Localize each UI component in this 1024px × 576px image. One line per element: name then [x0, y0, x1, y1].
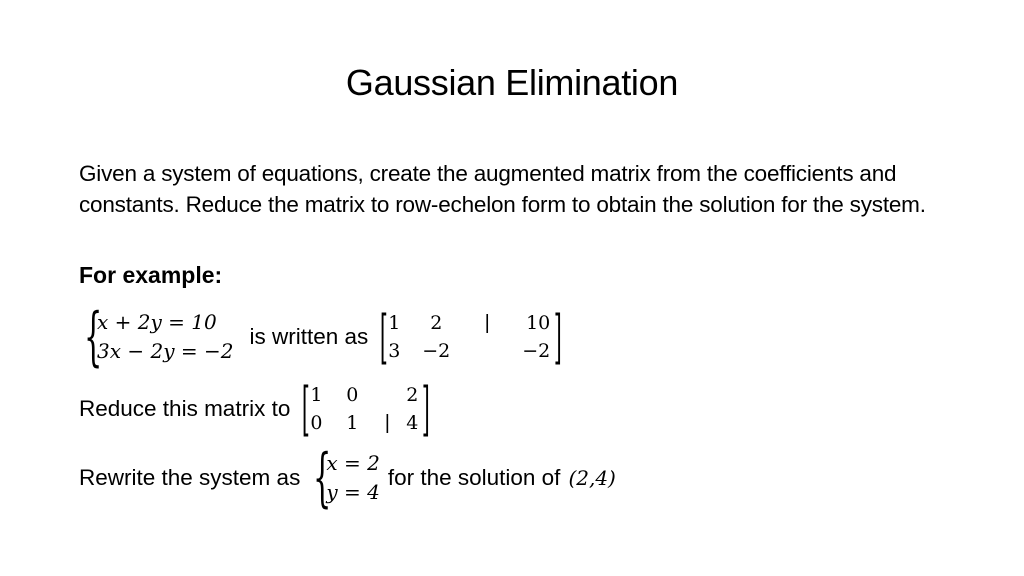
matrix-cell: 4 [406, 412, 419, 434]
left-bracket: [ [302, 375, 311, 443]
equation-system [79, 300, 234, 374]
right-bracket: ] [422, 375, 431, 443]
written-as-text: is written as [249, 324, 369, 349]
left-brace: { [83, 300, 103, 374]
matrix-cell: 0 [346, 384, 359, 406]
matrix-divider [372, 381, 402, 409]
slide-title: Gaussian Elimination [345, 62, 679, 103]
solution-text: for the solution of [387, 465, 561, 490]
matrix-cell: −2 [522, 340, 551, 362]
example-system-row [79, 300, 563, 374]
matrix-divider: | [384, 412, 390, 434]
solution-system [308, 441, 380, 515]
matrix-cell: 1 [346, 412, 359, 434]
matrix-cell: 2 [406, 384, 419, 406]
right-bracket: ] [554, 303, 563, 371]
matrix-cell: 3 [388, 340, 401, 362]
solution-equation-x: x = 2 [326, 451, 380, 475]
intro-paragraph: Given a system of equations, create the augmented matrix from the coefficients and constants. Reduce the matrix to row-echelon form to obtain the solution for the system. [79, 161, 926, 217]
example-label: For example: [79, 262, 223, 288]
left-bracket: [ [380, 303, 389, 371]
matrix-cell: −2 [422, 340, 451, 362]
reduce-row [79, 375, 431, 443]
matrix-divider [462, 337, 512, 365]
rewrite-text: Rewrite the system as [79, 465, 301, 490]
left-brace: { [313, 441, 332, 515]
solution-equation-y: y = 4 [326, 480, 380, 504]
equation-1: x + 2y = 10 [97, 310, 217, 334]
matrix-cell: 0 [310, 412, 323, 434]
matrix-cell: 2 [430, 312, 443, 334]
solution-row [79, 441, 616, 515]
matrix-divider: | [484, 312, 490, 334]
solution-point: (2,4) [568, 466, 616, 490]
equation-2: 3x − 2y = −2 [97, 339, 234, 363]
reduced-matrix [298, 375, 431, 443]
augmented-matrix [376, 303, 563, 371]
matrix-cell: 1 [388, 312, 401, 334]
reduce-text: Reduce this matrix to [79, 396, 291, 421]
matrix-cell: 1 [310, 384, 323, 406]
matrix-cell: 10 [526, 312, 551, 334]
